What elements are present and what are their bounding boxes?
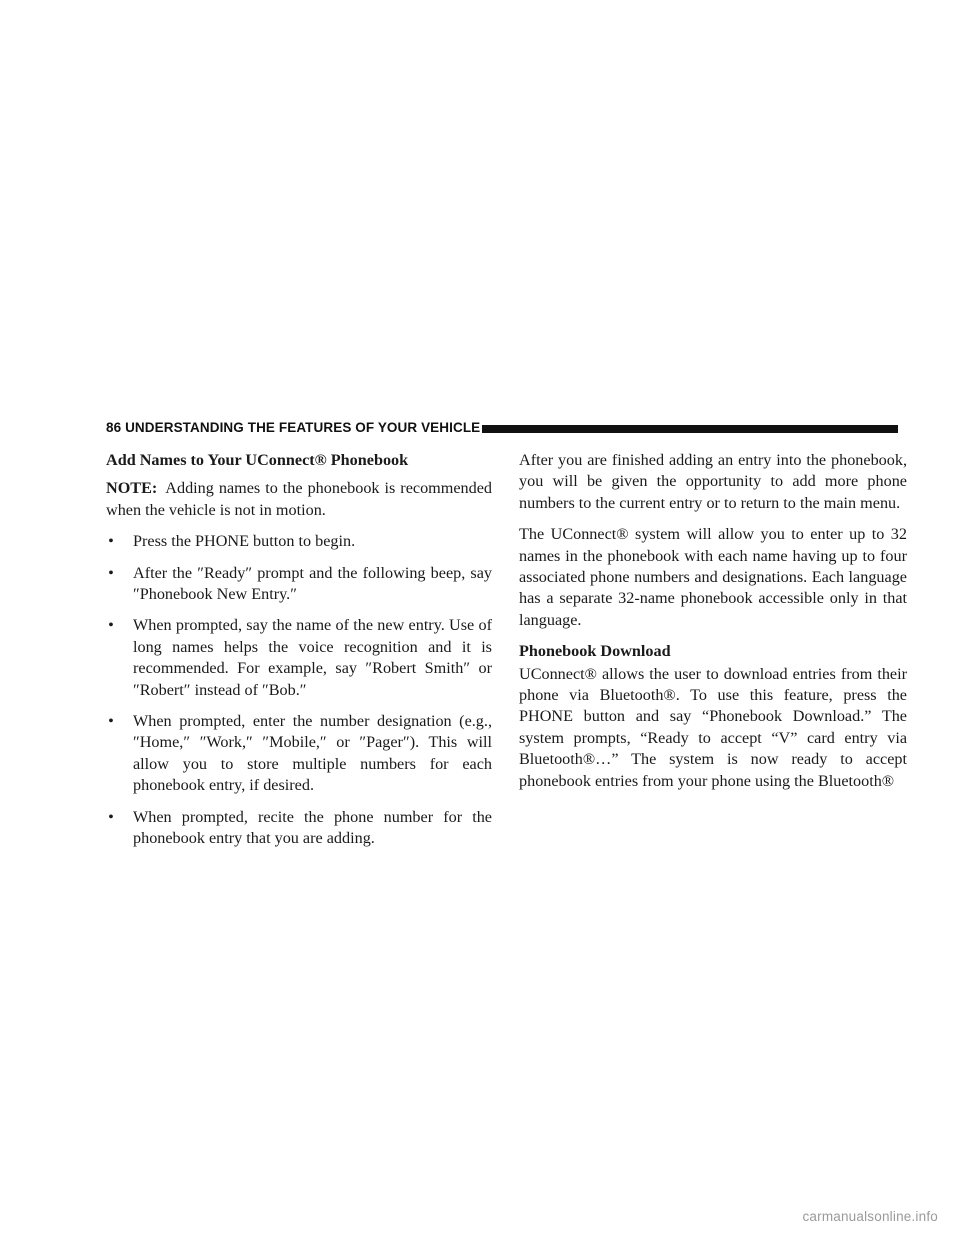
list-item: [106, 531, 492, 552]
instruction-list: [106, 531, 492, 849]
list-item-text: After the ″Ready″ prompt and the following beep, say ″Phonebook New Entry.″: [133, 563, 492, 604]
list-item: [106, 615, 492, 701]
header-rule: [482, 425, 898, 433]
list-item: [106, 807, 492, 850]
bullet-icon: •: [108, 563, 114, 582]
right-column: [519, 450, 907, 802]
subsection-heading: Phonebook Download: [519, 642, 671, 661]
left-column: [106, 450, 492, 860]
capacity-paragraph: The UConnect® system will allow you to enter up to 32 names in the phonebook with each name having up to four associated phone numbers and designations. Each language has a separate 32-name phonebook accessible only in that language.: [519, 525, 907, 629]
watermark: carmanualsonline.info: [802, 1209, 938, 1224]
section-heading: Add Names to Your UConnect® Phonebook: [106, 451, 409, 469]
bullet-icon: •: [108, 616, 114, 635]
list-item: [106, 563, 492, 606]
download-paragraph: UConnect® allows the user to download entries from their phone via Bluetooth®. To use this feature, press the PHONE button and say “Phonebook Download.” The system prompts, “Ready to accept “V” card entry via Bluetooth®…” The system is now ready to accept phonebook entries from your phone using the Bluetooth®: [519, 664, 907, 790]
list-item-text: When prompted, say the name of the new entry. Use of long names helps the voice recognition and it is recommended. For example, say ″Robert Smith″ or ″Robert″ instead of ″Bob.″: [133, 616, 492, 699]
page-header: [106, 419, 898, 441]
list-item-text: When prompted, enter the number designation (e.g., ″Home,″ ″Work,″ ″Mobile,″ or ″Pager″). This will allow you to store multiple numbers for each phonebook entry, if desired.: [133, 712, 492, 795]
bullet-icon: •: [108, 807, 114, 826]
note-label: NOTE:: [106, 479, 158, 498]
bullet-icon: •: [108, 712, 114, 731]
list-item-text: When prompted, recite the phone number for the phonebook entry that you are adding.: [133, 807, 492, 848]
list-item: [106, 711, 492, 797]
after-adding-paragraph: After you are finished adding an entry into the phonebook, you will be given the opportunity to add more phone numbers to the current entry or to return to the main menu.: [519, 451, 907, 512]
note-paragraph: [106, 478, 492, 521]
list-item-text: Press the PHONE button to begin.: [133, 532, 356, 551]
page-number-and-section: 86 UNDERSTANDING THE FEATURES OF YOUR VEHICLE: [106, 420, 481, 435]
bullet-icon: •: [108, 532, 114, 551]
note-text: Adding names to the phonebook is recommended when the vehicle is not in motion.: [106, 479, 492, 519]
